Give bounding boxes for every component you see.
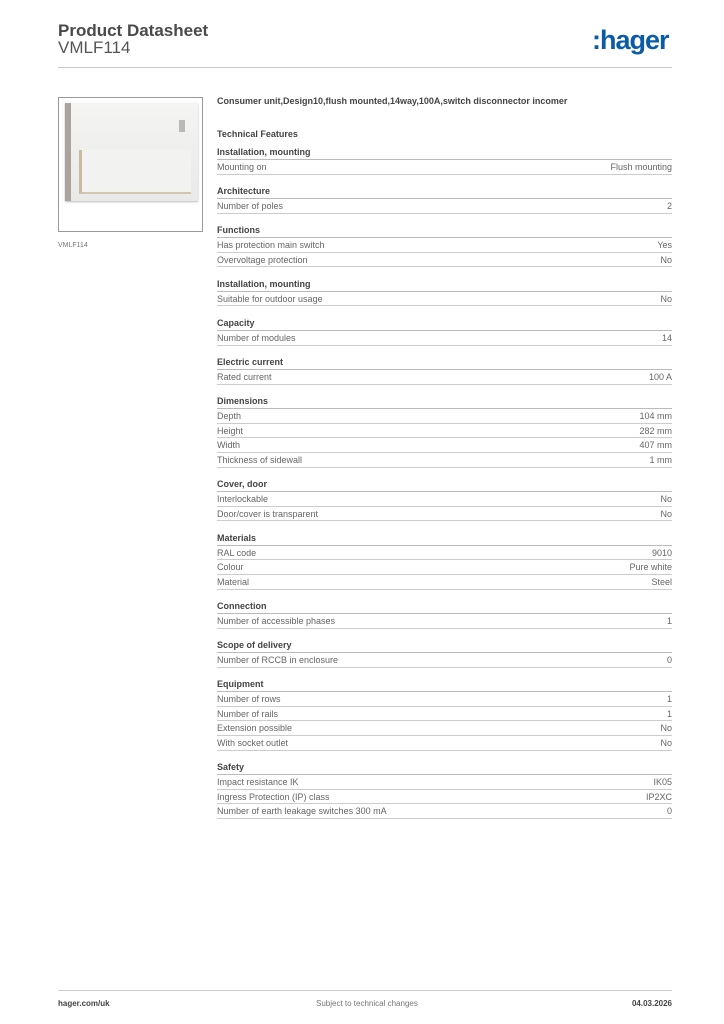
feature-label: Suitable for outdoor usage: [217, 293, 323, 304]
feature-label: Rated current: [217, 372, 272, 383]
feature-section: [217, 184, 672, 214]
feature-section: [217, 599, 672, 629]
feature-value: 0: [666, 806, 672, 817]
feature-label: Colour: [217, 562, 244, 573]
feature-section: [217, 355, 672, 385]
feature-value: 1: [666, 616, 672, 626]
feature-label: Height: [217, 425, 244, 436]
footer-date: 04.03.2026: [631, 999, 672, 1008]
feature-section: [217, 760, 672, 819]
feature-label: Overvoltage protection: [217, 254, 308, 265]
feature-label: RAL code: [217, 547, 257, 558]
feature-row: [217, 721, 672, 736]
feature-label: Number of earth leakage switches 300 mA: [217, 806, 387, 817]
section-heading: Equipment: [217, 677, 672, 692]
feature-label: Number of rows: [217, 694, 281, 705]
feature-label: Door/cover is transparent: [217, 508, 319, 519]
section-heading: Installation, mounting: [217, 277, 672, 292]
feature-label: Extension possible: [217, 723, 293, 734]
feature-label: Thickness of sidewall: [217, 454, 303, 465]
feature-sections: [217, 145, 672, 819]
feature-row: [217, 199, 672, 214]
hager-logo: :hager: [592, 25, 669, 55]
technical-features-heading: Technical Features: [217, 129, 298, 139]
feature-section: [217, 223, 672, 267]
feature-value: 1: [666, 708, 672, 719]
section-heading: Dimensions: [217, 394, 672, 409]
feature-value: Steel: [651, 576, 672, 587]
main-switch: [179, 120, 185, 132]
feature-section: [217, 638, 672, 668]
feature-row: [217, 707, 672, 722]
feature-label: Width: [217, 440, 241, 451]
feature-label: Impact resistance IK: [217, 777, 299, 788]
feature-label: Number of poles: [217, 201, 284, 212]
feature-row: [217, 653, 672, 668]
consumer-unit-door: [79, 150, 191, 194]
product-image: [58, 97, 203, 232]
feature-value: No: [660, 508, 672, 519]
feature-row: [217, 409, 672, 424]
feature-value: 104 mm: [639, 411, 672, 422]
feature-label: Depth: [217, 411, 242, 422]
section-heading: Materials: [217, 531, 672, 546]
feature-section: [217, 277, 672, 307]
feature-value: IP2XC: [645, 791, 672, 802]
feature-value: Flush mounting: [610, 162, 672, 172]
section-heading: Connection: [217, 599, 672, 614]
section-heading: Cover, door: [217, 477, 672, 492]
feature-label: With socket outlet: [217, 737, 289, 748]
header-divider: [58, 67, 672, 68]
feature-label: Interlockable: [217, 494, 269, 505]
feature-label: Ingress Protection (IP) class: [217, 791, 330, 802]
feature-row: [217, 692, 672, 707]
feature-value: 0: [666, 655, 672, 666]
technical-content: [217, 96, 672, 819]
section-heading: Safety: [217, 760, 672, 775]
feature-value: No: [660, 293, 672, 304]
section-heading: Architecture: [217, 184, 672, 199]
feature-value: No: [660, 494, 672, 505]
product-description: Consumer unit,Design10,flush mounted,14way,100A,switch disconnector incomer: [217, 96, 568, 106]
feature-row: [217, 492, 672, 507]
feature-label: Has protection main switch: [217, 240, 325, 251]
feature-value: 407 mm: [639, 440, 672, 451]
product-code: VMLF114: [58, 38, 131, 57]
section-heading: Installation, mounting: [217, 145, 672, 160]
feature-value: 14: [661, 332, 672, 343]
feature-row: [217, 560, 672, 575]
feature-value: 100 A: [648, 372, 672, 383]
feature-section: [217, 531, 672, 590]
feature-row: [217, 790, 672, 805]
footer-note: Subject to technical changes: [316, 999, 418, 1008]
feature-section: [217, 145, 672, 175]
section-heading: Capacity: [217, 316, 672, 331]
feature-section: [217, 394, 672, 467]
feature-label: Number of accessible phases: [217, 616, 336, 626]
feature-row: [217, 438, 672, 453]
feature-value: 282 mm: [639, 425, 672, 436]
image-caption: VMLF114: [58, 242, 88, 249]
feature-row: [217, 453, 672, 468]
feature-label: Number of rails: [217, 708, 279, 719]
page-title: Product Datasheet: [58, 21, 209, 40]
feature-section: [217, 677, 672, 750]
feature-section: [217, 477, 672, 521]
feature-value: 1: [666, 694, 672, 705]
feature-label: Mounting on: [217, 162, 267, 172]
feature-row: [217, 160, 672, 175]
feature-row: [217, 736, 672, 751]
feature-value: No: [660, 723, 672, 734]
feature-value: No: [660, 254, 672, 265]
feature-row: [217, 575, 672, 590]
feature-value: 2: [666, 201, 672, 212]
feature-row: [217, 507, 672, 522]
feature-row: [217, 370, 672, 385]
feature-row: [217, 424, 672, 439]
feature-label: Number of modules: [217, 332, 296, 343]
feature-value: 9010: [651, 547, 672, 558]
feature-section: [217, 316, 672, 346]
feature-value: IK05: [653, 777, 672, 788]
feature-value: 1 mm: [649, 454, 672, 465]
feature-row: [217, 546, 672, 561]
feature-row: [217, 238, 672, 253]
feature-row: [217, 804, 672, 819]
feature-value: Yes: [657, 240, 672, 251]
feature-value: Pure white: [629, 562, 672, 573]
feature-row: [217, 775, 672, 790]
feature-value: No: [660, 737, 672, 748]
section-heading: Scope of delivery: [217, 638, 672, 653]
section-heading: Electric current: [217, 355, 672, 370]
footer: [58, 990, 672, 1008]
section-heading: Functions: [217, 223, 672, 238]
feature-label: Material: [217, 576, 250, 587]
feature-row: [217, 331, 672, 346]
feature-row: [217, 614, 672, 629]
feature-row: [217, 292, 672, 307]
footer-website: hager.com/uk: [58, 999, 110, 1008]
feature-row: [217, 253, 672, 268]
feature-label: Number of RCCB in enclosure: [217, 655, 339, 666]
